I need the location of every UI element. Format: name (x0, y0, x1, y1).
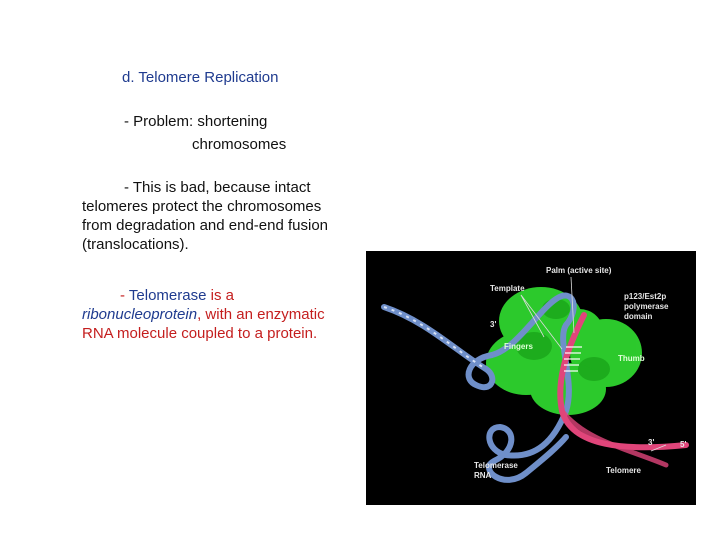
explanation-line1: - This is bad, because intact (124, 179, 311, 196)
p123-label-line1: p123/Est2p (624, 292, 667, 301)
template-label: Template (490, 284, 525, 293)
telomerase-dash: - (120, 287, 129, 304)
telomere-label: Telomere (606, 466, 641, 475)
ribonucleoprotein-term: ribonucleoprotein (82, 306, 198, 323)
explanation-line4: (translocations). (82, 236, 189, 253)
palm-label: Palm (active site) (546, 266, 612, 275)
problem-text-line2: chromosomes (192, 136, 287, 153)
explanation-paragraph (82, 178, 372, 254)
fingers-label: Fingers (504, 342, 533, 351)
telomerase-line1 (82, 286, 372, 305)
p123-label-line3: domain (624, 312, 653, 321)
three-prime-top-label: 3' (490, 320, 497, 329)
explanation-line3: from degradation and end-end fusion (82, 217, 329, 234)
p123-label-line2: polymerase (624, 302, 669, 311)
telomerase-term: Telomerase (128, 287, 207, 304)
five-prime-label: 5' (680, 440, 687, 449)
telomerase-structure-figure (366, 251, 696, 505)
telomerase-diagram (366, 251, 696, 505)
telomerase-rna-label-line2: RNA (474, 471, 492, 480)
telomerase-line2 (82, 305, 372, 324)
telomerase-paragraph (82, 286, 372, 343)
three-prime-bottom-label: 3' (648, 438, 655, 447)
telomerase-rna-label-line1: Telomerase (474, 461, 518, 470)
thumb-label: Thumb (618, 354, 645, 363)
problem-text-line1: - Problem: shortening (124, 113, 268, 130)
telomerase-is-a: is a (206, 287, 234, 304)
explanation-line2: telomeres protect the chromosomes (82, 198, 322, 215)
telomerase-line2-rest: , with an enzymatic (197, 306, 325, 323)
telomerase-line3: RNA molecule coupled to a protein. (82, 325, 318, 342)
slide-heading: d. Telomere Replication (122, 69, 279, 86)
